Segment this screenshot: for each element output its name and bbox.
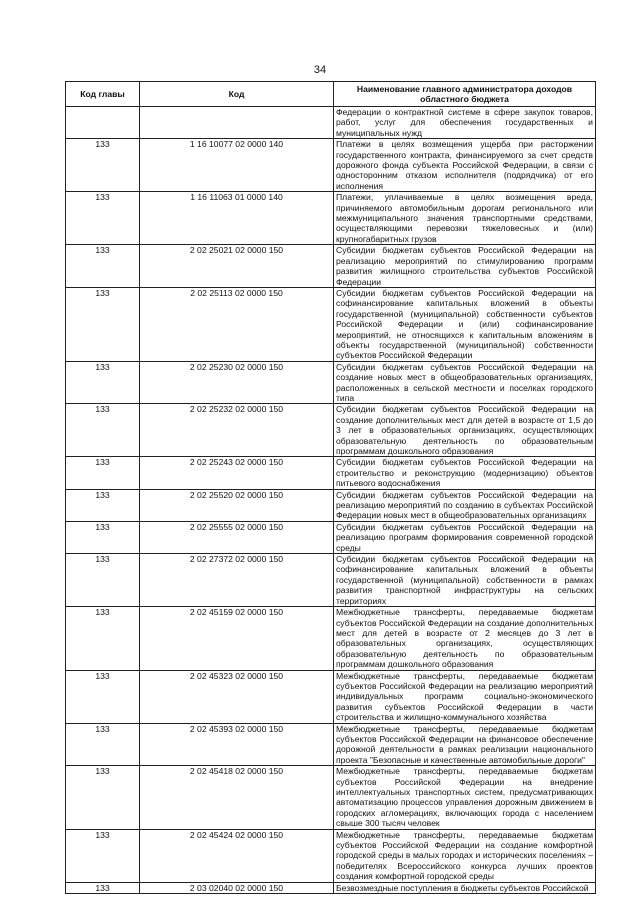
name-cell: Субсидии бюджетам субъектов Российской Федерации на реализацию мероприятий по созданию в субъектах Российской Федерации новых мест в общеобразовательных организациях <box>334 489 596 521</box>
table-row <box>66 607 596 670</box>
table-row <box>66 361 596 404</box>
table-row <box>66 139 596 192</box>
code-cell: 2 02 25243 02 0000 150 <box>140 457 334 489</box>
page-number: 34 <box>313 64 327 76</box>
code-cell: 2 02 45159 02 0000 150 <box>140 607 334 670</box>
chapter-cell: 133 <box>66 192 140 245</box>
code-cell: 2 02 27372 02 0000 150 <box>140 554 334 607</box>
name-cell: Федерации о контрактной системе в сфере закупок товаров, работ, услуг для обеспечения государственных и муниципальных нужд <box>334 107 596 139</box>
code-cell: 2 02 25021 02 0000 150 <box>140 245 334 288</box>
code-cell: 2 02 25113 02 0000 150 <box>140 287 334 361</box>
table-row <box>66 245 596 288</box>
name-cell: Межбюджетные трансферты, передаваемые бюджетам субъектов Российской Федерации на финансовое обеспечение дорожной деятельности в рамках реализации национального проекта "Безопасные и качественные автомобильные дороги" <box>334 723 596 766</box>
chapter-cell: 133 <box>66 245 140 288</box>
code-cell: 2 02 25232 02 0000 150 <box>140 404 334 457</box>
column-header-name: Наименование главного администратора доходов областного бюджета <box>334 82 596 107</box>
code-cell: 2 02 45393 02 0000 150 <box>140 723 334 766</box>
name-cell: Субсидии бюджетам субъектов Российской Федерации на софинансирование капитальных вложений в объекты государственной (муниципальной) собственности субъектов Российской Федерации и (или) софинансирование мероприятий, не относящихся к капитальным вложениям в объекты государственной (муниципальной) собственности субъектов Российской Федерации <box>334 287 596 361</box>
table-row <box>66 521 596 553</box>
code-cell: 2 02 25555 02 0000 150 <box>140 521 334 553</box>
name-cell: Межбюджетные трансферты, передаваемые бюджетам субъектов Российской Федерации на внедрение интеллектуальных транспортных систем, предусматривающих автоматизацию процессов управления дорожным движением в городских агломерациях, включающих города с населением свыше 300 тысяч человек <box>334 766 596 829</box>
chapter-cell <box>66 107 140 139</box>
chapter-cell: 133 <box>66 607 140 670</box>
chapter-cell: 133 <box>66 882 140 893</box>
table-row <box>66 489 596 521</box>
chapter-cell: 133 <box>66 521 140 553</box>
name-cell: Субсидии бюджетам субъектов Российской Федерации на строительство и реконструкцию (модернизацию) объектов питьевого водоснабжения <box>334 457 596 489</box>
chapter-cell: 133 <box>66 489 140 521</box>
table-row <box>66 670 596 723</box>
code-cell <box>140 107 334 139</box>
name-cell: Платежи, уплачиваемые в целях возмещения вреда, причиняемого автомобильным дорогам регионального или межмуниципального значения транспортными средствами, осуществляющими перевозки тяжеловесных и (или) крупногабаритных грузов <box>334 192 596 245</box>
chapter-cell: 133 <box>66 139 140 192</box>
code-cell: 2 03 02040 02 0000 150 <box>140 882 334 893</box>
table-row <box>66 882 596 893</box>
code-cell: 2 02 45418 02 0000 150 <box>140 766 334 829</box>
chapter-cell: 133 <box>66 723 140 766</box>
chapter-cell: 133 <box>66 404 140 457</box>
table-header-row <box>66 82 596 107</box>
chapter-cell: 133 <box>66 361 140 404</box>
table-row <box>66 404 596 457</box>
table-row <box>66 554 596 607</box>
table-row <box>66 107 596 139</box>
code-cell: 2 02 45323 02 0000 150 <box>140 670 334 723</box>
chapter-cell: 133 <box>66 287 140 361</box>
chapter-cell: 133 <box>66 829 140 882</box>
code-cell: 2 02 25520 02 0000 150 <box>140 489 334 521</box>
name-cell: Субсидии бюджетам субъектов Российской Федерации на реализацию программ формирования современной городской среды <box>334 521 596 553</box>
chapter-cell: 133 <box>66 554 140 607</box>
chapter-cell: 133 <box>66 670 140 723</box>
name-cell: Безвозмездные поступления в бюджеты субъектов Российской <box>334 882 596 893</box>
name-cell: Субсидии бюджетам субъектов Российской Федерации на создание новых мест в общеобразовательных организациях, расположенных в сельской местности и поселках городского типа <box>334 361 596 404</box>
chapter-cell: 133 <box>66 457 140 489</box>
name-cell: Субсидии бюджетам субъектов Российской Федерации на реализацию мероприятий по стимулированию программ развития жилищного строительства субъектов Российской Федерации <box>334 245 596 288</box>
table-row <box>66 287 596 361</box>
code-cell: 2 02 25230 02 0000 150 <box>140 361 334 404</box>
table-row <box>66 723 596 766</box>
code-cell: 2 02 45424 02 0000 150 <box>140 829 334 882</box>
name-cell: Субсидии бюджетам субъектов Российской Федерации на софинансирование капитальных вложений в объекты государственной (муниципальной) собственности в рамках развития транспортной инфраструктуры на сельских территориях <box>334 554 596 607</box>
table-row <box>66 829 596 882</box>
table-row <box>66 766 596 829</box>
table-row <box>66 457 596 489</box>
name-cell: Платежи в целях возмещения ущерба при расторжении государственного контракта, финансируемого за счет средств дорожного фонда субъекта Российской Федерации, в связи с односторонним отказом исполнителя (подрядчика) от его исполнения <box>334 139 596 192</box>
table-row <box>66 192 596 245</box>
name-cell: Субсидии бюджетам субъектов Российской Федерации на создание дополнительных мест для детей в возрасте от 1,5 до 3 лет в образовательных организациях, осуществляющих образовательную деятельность по образовательным программам дошкольного образования <box>334 404 596 457</box>
revenue-administrators-table <box>65 81 596 894</box>
code-cell: 1 16 11063 01 0000 140 <box>140 192 334 245</box>
column-header-code: Код <box>140 82 334 107</box>
name-cell: Межбюджетные трансферты, передаваемые бюджетам субъектов Российской Федерации на создание комфортной городской среды в малых городах и исторических поселениях – победителях Всероссийского конкурса лучших проектов создания комфортной городской среды <box>334 829 596 882</box>
name-cell: Межбюджетные трансферты, передаваемые бюджетам субъектов Российской Федерации на реализацию мероприятий индивидуальных программ социально-экономического развития субъектов Российской Федерации в части строительства и жилищно-коммунального хозяйства <box>334 670 596 723</box>
code-cell: 1 16 10077 02 0000 140 <box>140 139 334 192</box>
name-cell: Межбюджетные трансферты, передаваемые бюджетам субъектов Российской Федерации на создание дополнительных мест для детей в возрасте от 2 месяцев до 3 лет в образовательных организациях, осуществляющих образовательную деятельность по образовательным программам дошкольного образования <box>334 607 596 670</box>
column-header-chapter: Код главы <box>66 82 140 107</box>
chapter-cell: 133 <box>66 766 140 829</box>
